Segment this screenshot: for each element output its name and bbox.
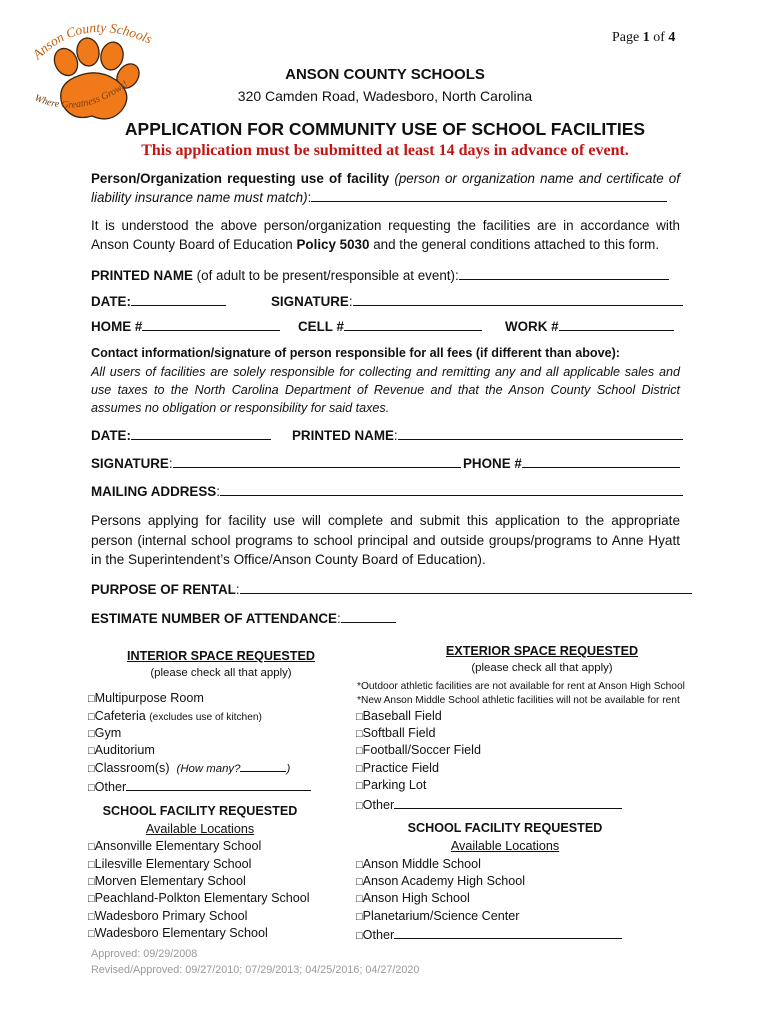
exterior-other-input[interactable] (394, 796, 622, 809)
tax-notice: All users of facilities are solely responsible for collecting and remitting any and all applicable sales and use taxes to the North Carolina Department of Revenue and that the Anson County School District assumes no obligation or responsibility for said taxes. (91, 365, 680, 415)
policy-statement: It is understood the above person/organization requesting the facilities are in accordance with Anson County Board of Education Policy 5030 and the general conditions attached to this form. (91, 218, 680, 252)
page-indicator: Page 1 of 4 (612, 30, 676, 45)
org-name: ANSON COUNTY SCHOOLS (285, 66, 485, 83)
signature-row: SIGNATURE: (271, 293, 683, 309)
exterior-option-softball[interactable]: □ Softball Field (356, 726, 435, 740)
classroom-count-input[interactable] (240, 761, 286, 772)
contact-phone-input[interactable] (522, 455, 680, 468)
org-address: 320 Camden Road, Wadesboro, North Carolina (237, 88, 533, 104)
home-phone-input[interactable] (142, 318, 280, 331)
date-input[interactable] (131, 293, 226, 306)
facility-option-lilesville[interactable]: □ Lilesville Elementary School (88, 857, 251, 871)
logo-arc-text: Anson County Schools (29, 19, 155, 63)
cell-phone-input[interactable] (344, 318, 482, 331)
mailing-address-row: MAILING ADDRESS: (91, 483, 683, 499)
facility-option-wadesboro-primary[interactable]: □ Wadesboro Primary School (88, 909, 247, 923)
page-title: APPLICATION FOR COMMUNITY USE OF SCHOOL FACILITIES (124, 119, 646, 139)
facility-option-ansonville[interactable]: □ Ansonville Elementary School (88, 839, 261, 853)
interior-option-gym[interactable]: □ Gym (88, 726, 121, 740)
contact-date-row: DATE: (91, 427, 271, 443)
submission-notice: This application must be submitted at least 14 days in advance of event. (141, 142, 629, 159)
contact-date-input[interactable] (131, 427, 271, 440)
exterior-option-practice[interactable]: □ Practice Field (356, 761, 439, 775)
exterior-note-high-school: *Outdoor athletic facilities are not available for rent at Anson High School (357, 681, 685, 692)
facility-right-subheading: Available Locations (450, 839, 560, 853)
facility-option-wadesboro-elementary[interactable]: □ Wadesboro Elementary School (88, 926, 268, 940)
work-phone-input[interactable] (559, 318, 674, 331)
exterior-heading: EXTERIOR SPACE REQUESTED (445, 644, 639, 658)
attendance-input[interactable] (341, 610, 396, 623)
contact-signature-row: SIGNATURE: (91, 455, 461, 471)
date-row: DATE: (91, 293, 226, 309)
facility-right-heading: SCHOOL FACILITY REQUESTED (407, 821, 603, 835)
attendance-row: ESTIMATE NUMBER OF ATTENDANCE: (91, 610, 396, 626)
contact-signature-input[interactable] (173, 455, 461, 468)
interior-heading: INTERIOR SPACE REQUESTED (127, 649, 315, 663)
signature-input[interactable] (353, 293, 683, 306)
facility-other-input[interactable] (394, 926, 622, 939)
contact-printed-name-input[interactable] (398, 427, 683, 440)
revised-dates: Revised/Approved: 09/27/2010; 07/29/2013; 04/25/2016; 04/27/2020 (91, 964, 420, 976)
approved-date: Approved: 09/29/2008 (91, 948, 198, 960)
exterior-option-baseball[interactable]: □ Baseball Field (356, 709, 442, 723)
interior-option-cafeteria[interactable]: □ Cafeteria (excludes use of kitchen) (88, 709, 262, 723)
exterior-option-football[interactable]: □ Football/Soccer Field (356, 743, 481, 757)
logo-motto: Where Greatness Grows! (32, 78, 131, 111)
facility-left-heading: SCHOOL FACILITY REQUESTED (102, 804, 298, 818)
mailing-address-input[interactable] (220, 483, 683, 496)
interior-option-auditorium[interactable]: □ Auditorium (88, 743, 155, 757)
purpose-row: PURPOSE OF RENTAL: (91, 581, 692, 597)
exterior-note-middle-school: *New Anson Middle School athletic facilities will not be available for rent (357, 695, 680, 706)
interior-subheading: (please check all that apply) (150, 667, 292, 679)
facility-left-subheading: Available Locations (145, 822, 255, 836)
exterior-option-parking[interactable]: □ Parking Lot (356, 778, 426, 792)
contact-printed-name-row: PRINTED NAME: (292, 427, 683, 443)
printed-name-input[interactable] (459, 267, 669, 280)
cell-phone-row: CELL # (298, 318, 482, 334)
facility-option-planetarium[interactable]: □ Planetarium/Science Center (356, 909, 519, 923)
exterior-subheading: (please check all that apply) (471, 662, 613, 674)
contact-phone-row: PHONE # (463, 455, 680, 471)
interior-option-other[interactable]: □ Other (88, 778, 311, 794)
facility-option-other[interactable]: □ Other (356, 926, 622, 942)
home-phone-row: HOME # (91, 318, 280, 334)
interior-other-input[interactable] (126, 778, 311, 791)
exterior-option-other[interactable]: □ Other (356, 796, 622, 812)
contact-heading: Contact information/signature of person responsible for all fees (if different than above): (91, 346, 620, 360)
printed-name-row: PRINTED NAME (of adult to be present/responsible at event): (91, 267, 669, 283)
work-phone-row: WORK # (505, 318, 674, 334)
requester-input[interactable] (311, 189, 667, 202)
instructions: Persons applying for facility use will complete and submit this application to the appropriate person (internal school programs to school principal and outside groups/programs to Anne Hyatt in the Superintendent’s Office/Anson County Board of Education). (91, 513, 680, 567)
interior-option-multipurpose[interactable]: □ Multipurpose Room (88, 691, 204, 705)
facility-option-anson-high[interactable]: □ Anson High School (356, 891, 470, 905)
facility-option-anson-academy[interactable]: □ Anson Academy High School (356, 874, 525, 888)
interior-option-classroom[interactable]: □ Classroom(s) (How many? ) (88, 761, 290, 775)
purpose-input[interactable] (240, 581, 692, 594)
facility-option-anson-middle[interactable]: □ Anson Middle School (356, 857, 481, 871)
facility-option-morven[interactable]: □ Morven Elementary School (88, 874, 246, 888)
requester-field: Person/Organization requesting use of facility (person or organization name and certificate of liability insurance name must match): (91, 171, 680, 205)
facility-option-peachland[interactable]: □ Peachland-Polkton Elementary School (88, 891, 310, 905)
